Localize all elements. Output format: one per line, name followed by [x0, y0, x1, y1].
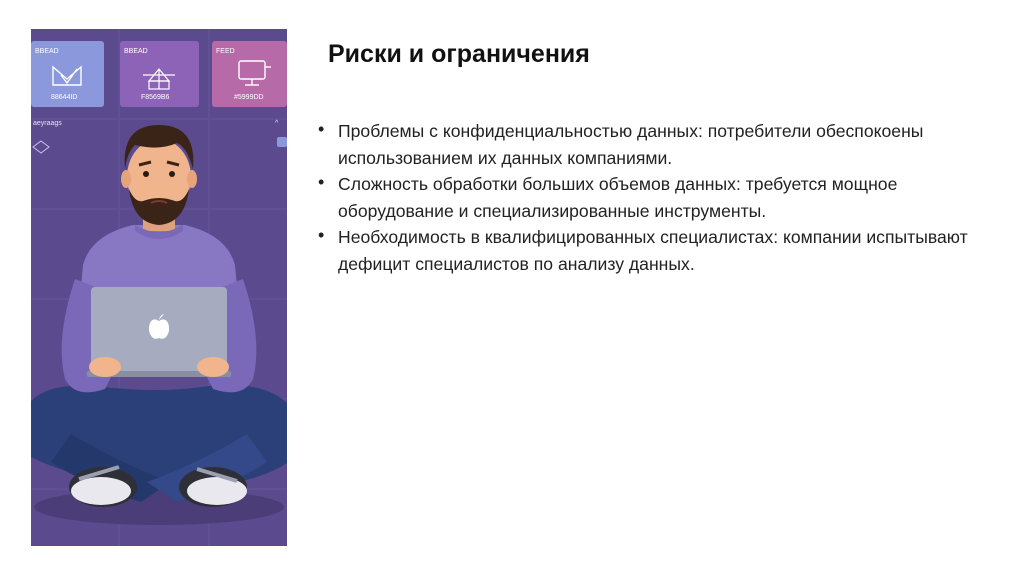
bullet-item	[318, 171, 988, 224]
dashboard-card-2	[120, 41, 199, 107]
bullet-text: Сложность обработки больших объемов данных: требуется мощное оборудование и специализированные инструменты.	[338, 174, 898, 221]
dashboard-card-1	[31, 41, 104, 107]
bullet-item	[318, 118, 988, 171]
bullet-text: Необходимость в квалифицированных специалистах: компании испытывают дефицит специалистов по анализу данных.	[338, 227, 968, 274]
dashboard-card-3	[212, 41, 287, 107]
svg-text:BBEAD: BBEAD	[124, 48, 148, 55]
bullet-dot-icon: •	[318, 172, 325, 192]
left-shoe	[69, 467, 137, 507]
bullet-dot-icon: •	[318, 225, 325, 245]
bullet-text: Проблемы с конфиденциальностью данных: потребители обеспокоены использованием их данных компаниями.	[338, 121, 924, 168]
bullet-dot-icon: •	[318, 119, 325, 139]
side-arrow: ^	[275, 120, 279, 127]
bullet-item	[318, 224, 988, 277]
right-shoe	[179, 467, 247, 507]
svg-text:88644ID: 88644ID	[51, 94, 78, 101]
bullet-list	[318, 118, 988, 277]
svg-text:BBEAD: BBEAD	[35, 48, 59, 55]
svg-text:F8569B6: F8569B6	[141, 94, 170, 101]
illustration-panel	[31, 29, 287, 546]
side-label: aeyraags	[33, 120, 62, 127]
svg-text:#5999DD: #5999DD	[234, 94, 264, 101]
small-toggle-icon	[277, 137, 287, 147]
slide-title: Риски и ограничения	[328, 40, 590, 68]
person-with-laptop-illustration	[31, 29, 287, 546]
svg-text:FEED: FEED	[216, 48, 235, 55]
